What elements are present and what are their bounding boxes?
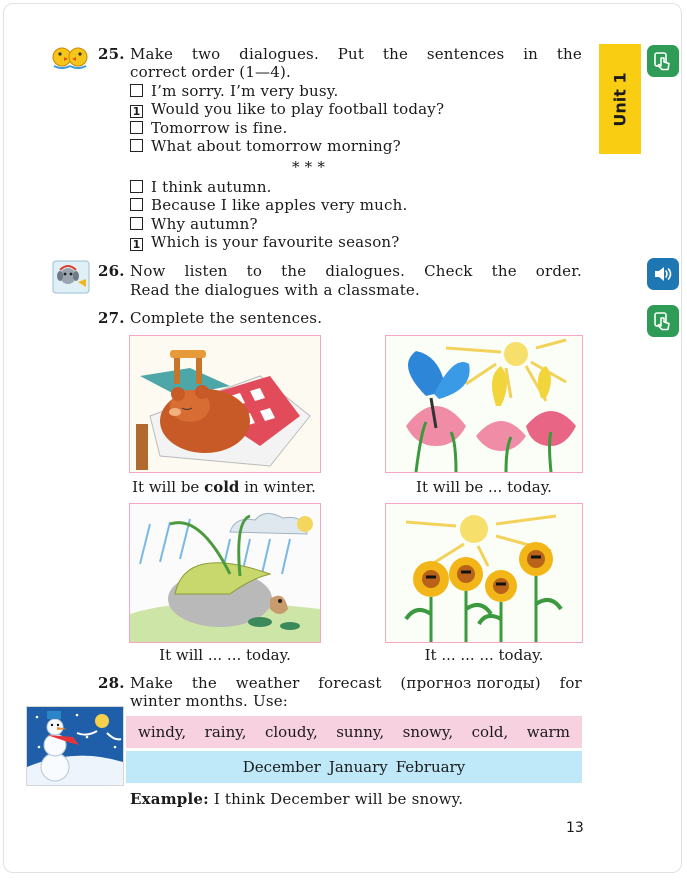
order-box[interactable]: 1 <box>130 105 143 118</box>
sentence-row <box>130 196 407 214</box>
picture-sleeping-bear <box>129 335 321 473</box>
audio-button[interactable] <box>647 258 679 290</box>
sentence-text: Tomorrow is fine. <box>151 118 288 137</box>
word: dialogues. <box>325 262 406 280</box>
exercise-27-instruction: Complete the sentences. <box>130 309 323 327</box>
month-item: January <box>328 758 388 776</box>
unit-tab[interactable] <box>599 44 641 154</box>
audio-icon <box>652 263 674 285</box>
word: Make <box>130 45 174 63</box>
word: Make <box>130 674 174 692</box>
caption-4: It ... ... ... today. <box>424 646 544 664</box>
word: to <box>246 262 263 280</box>
instruction-text: correct order (1—4). <box>130 63 292 81</box>
order-box[interactable] <box>130 198 143 211</box>
touch-icon <box>652 310 674 332</box>
word-bank-item: windy, <box>138 723 187 741</box>
word: the <box>556 45 582 63</box>
word: sentences <box>426 45 505 63</box>
caption-bold-word: cold <box>204 478 240 496</box>
word-bank-item: rainy, <box>204 723 247 741</box>
word: forecast <box>318 674 382 692</box>
dialogue-separator: * * * <box>292 158 326 176</box>
word: two <box>191 45 221 63</box>
sentence-row <box>130 178 407 196</box>
word: order. <box>535 262 582 280</box>
word: the <box>191 674 217 692</box>
example-label: Example: <box>130 790 209 808</box>
exercise-26-line1 <box>130 262 582 280</box>
listen-icon <box>52 260 90 294</box>
months-bar <box>126 751 582 783</box>
order-box[interactable] <box>130 121 143 134</box>
word: dialogues. <box>239 45 319 63</box>
word: the <box>382 45 409 63</box>
caption-text: It will be <box>132 478 200 496</box>
word: in <box>523 45 539 63</box>
sentence-row <box>130 137 444 155</box>
exercise-26-line2: Read the dialogues with a classmate. <box>130 281 420 299</box>
word: Check <box>424 262 473 280</box>
sentence-text: What about tomorrow morning? <box>151 136 401 155</box>
sentence-text: Would you like to play football today? <box>151 100 445 119</box>
word: the <box>281 262 307 280</box>
dialogue-2 <box>130 178 407 251</box>
word-bank-item: cold, <box>471 723 509 741</box>
order-box[interactable]: 1 <box>130 238 143 251</box>
picture-hedgehog-rain <box>129 503 321 643</box>
caption-2: It will be ... today. <box>416 478 552 496</box>
word: listen <box>184 262 228 280</box>
word: Now <box>130 262 166 280</box>
touch-icon <box>652 50 674 72</box>
touch-button-2[interactable] <box>647 305 679 337</box>
exercise-25-instruction-line2 <box>130 63 291 81</box>
sentence-text: Because I like apples very much. <box>151 196 408 215</box>
word: for <box>559 674 582 692</box>
caption-3: It will ... ... today. <box>159 646 291 664</box>
picture-butterfly-flowers <box>385 335 583 473</box>
sentence-row <box>130 233 407 251</box>
word: weather <box>235 674 300 692</box>
sentence-row <box>130 82 444 100</box>
exercise-26-number: 26. <box>98 262 125 280</box>
word-bank-item: sunny, <box>336 723 385 741</box>
picture-snowman <box>26 706 124 786</box>
month-item: December <box>242 758 321 776</box>
russian-translation: (прогноз погоды) <box>400 674 541 692</box>
word: Put <box>337 45 365 63</box>
exercise-27-number: 27. <box>98 309 125 327</box>
sentence-row <box>130 100 444 118</box>
word-bank-item: snowy, <box>402 723 454 741</box>
unit-label: Unit 1 <box>610 71 630 127</box>
sentence-text: I think autumn. <box>151 178 272 196</box>
exercise-28-line1 <box>130 674 582 692</box>
order-box[interactable] <box>130 84 143 97</box>
caption-text: in winter. <box>244 478 316 496</box>
touch-button-1[interactable] <box>647 45 679 77</box>
order-box[interactable] <box>130 180 143 193</box>
exercise-25-number: 25. <box>98 45 125 63</box>
dialogue-1 <box>130 82 444 155</box>
pair-work-icon <box>50 42 90 70</box>
exercise-25-instruction-line1 <box>130 45 582 63</box>
order-box[interactable] <box>130 139 143 152</box>
word-bank-item: warm <box>526 723 570 741</box>
exercise-28-number: 28. <box>98 674 125 692</box>
word: the <box>491 262 517 280</box>
example-text: I think December will be snowy. <box>213 790 464 808</box>
sentence-text: Why autumn? <box>151 214 258 233</box>
example-line <box>130 790 463 808</box>
word-bank <box>126 716 582 748</box>
sentence-text: Which is your favourite season? <box>151 232 400 251</box>
exercise-28-line2: winter months. Use: <box>130 692 289 710</box>
caption-1 <box>111 478 337 496</box>
word-bank-item: cloudy, <box>264 723 318 741</box>
order-box[interactable] <box>130 217 143 230</box>
sentence-row <box>130 119 444 137</box>
sentence-row <box>130 215 407 233</box>
month-item: February <box>395 758 466 776</box>
sentence-text: I’m sorry. I’m very busy. <box>151 82 339 100</box>
page-number: 13 <box>566 820 584 836</box>
picture-sunflowers <box>385 503 583 643</box>
